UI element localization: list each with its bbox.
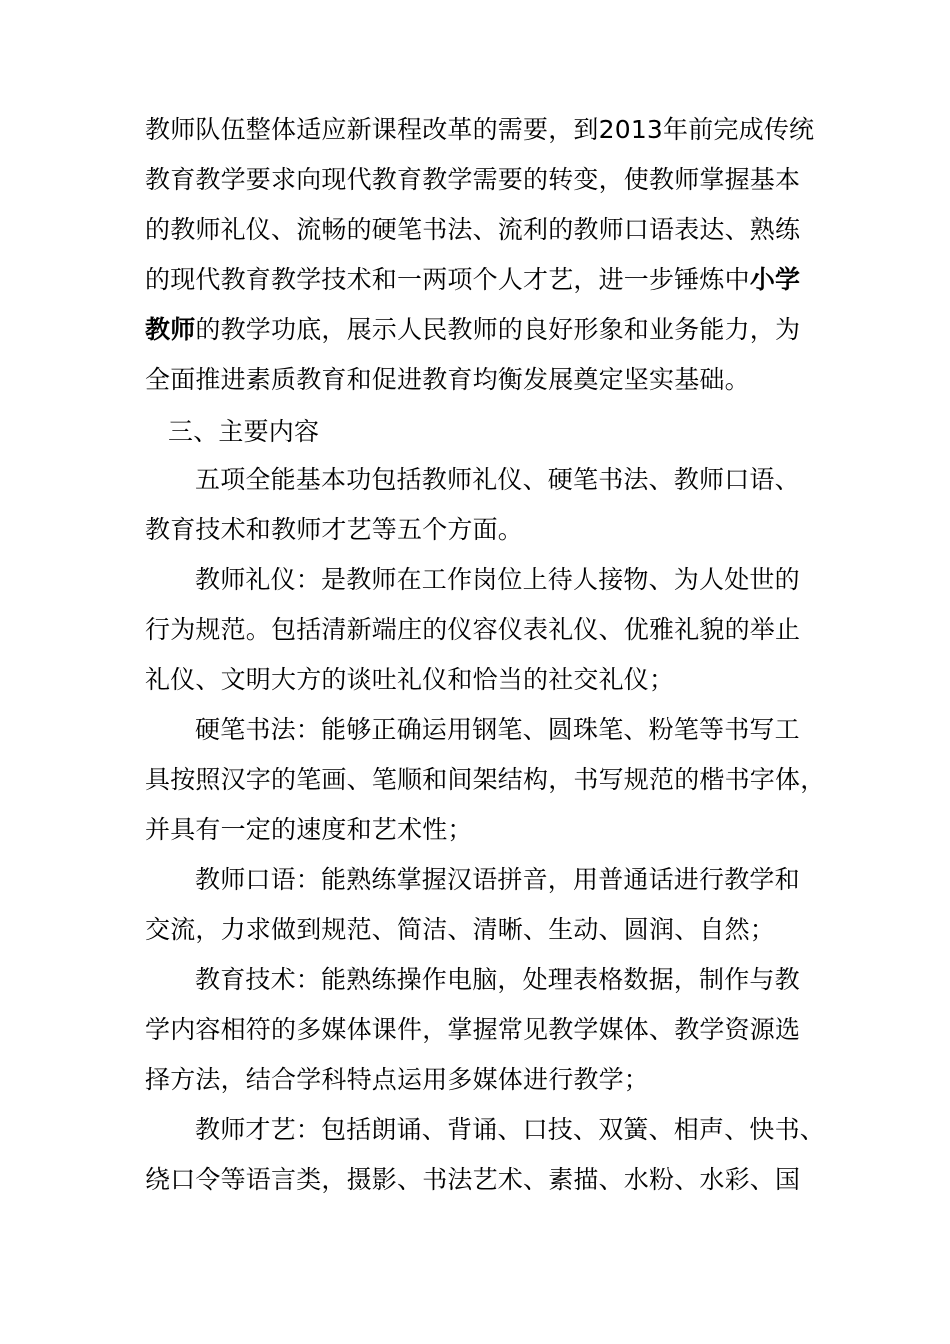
etiquette-line-2: 行为规范。包括清新端庄的仪容仪表礼仪、优雅礼貌的举止 — [145, 615, 801, 644]
section-heading: 三、主要内容 — [168, 417, 320, 446]
talent-line-1: 教师才艺：包括朗诵、背诵、口技、双簧、相声、快书、 — [195, 1115, 826, 1144]
speech-line-1: 教师口语：能熟练掌握汉语拼音，用普通话进行教学和 — [195, 865, 800, 894]
etiquette-line-1: 教师礼仪：是教师在工作岗位上待人接物、为人处世的 — [195, 565, 800, 594]
etiquette-line-3: 礼仪、文明大方的谈吐礼仪和恰当的社交礼仪； — [145, 665, 675, 694]
intro-line-4 — [145, 262, 825, 298]
intro-line-5-bold-text: 教师 — [145, 315, 196, 344]
technology-line-2: 学内容相符的多媒体课件，掌握常见教学媒体、教学资源选 — [145, 1015, 801, 1044]
calligraphy-line-1: 硬笔书法：能够正确运用钢笔、圆珠笔、粉笔等书写工 — [195, 715, 800, 744]
intro-line-5 — [145, 312, 825, 348]
calligraphy-line-2: 具按照汉字的笔画、笔顺和间架结构，书写规范的楷书字体， — [145, 765, 826, 794]
intro-line-4-bold-text: 小学 — [749, 265, 801, 294]
technology-line-1: 教育技术：能熟练操作电脑，处理表格数据，制作与教 — [195, 965, 800, 994]
technology-line-3: 择方法，结合学科特点运用多媒体进行教学； — [145, 1065, 650, 1094]
intro-line-6: 全面推进素质教育和促进教育均衡发展奠定坚实基础。 — [145, 365, 750, 394]
intro-line-3: 的教师礼仪、流畅的硬笔书法、流利的教师口语表达、熟练 — [145, 215, 801, 244]
calligraphy-line-3: 并具有一定的速度和艺术性； — [145, 815, 473, 844]
intro-line-2: 教育教学要求向现代教育教学需要的转变，使教师掌握基本 — [145, 165, 801, 194]
intro-line-4-text: 的现代教育教学技术和一两项个人才艺，进一步锤炼中 — [145, 265, 750, 294]
talent-line-2: 绕口令等语言类，摄影、书法艺术、素描、水粉、水彩、国 — [145, 1165, 801, 1194]
intro-line-5-text: 的教学功底，展示人民教师的良好形象和业务能力，为 — [195, 315, 801, 344]
intro-line-1: 教师队伍整体适应新课程改革的需要，到2013年前完成传统 — [145, 115, 815, 144]
overview-line-1: 五项全能基本功包括教师礼仪、硬笔书法、教师口语、 — [195, 465, 800, 494]
speech-line-2: 交流，力求做到规范、简洁、清晰、生动、圆润、自然； — [145, 915, 776, 944]
overview-line-2: 教育技术和教师才艺等五个方面。 — [145, 515, 524, 544]
